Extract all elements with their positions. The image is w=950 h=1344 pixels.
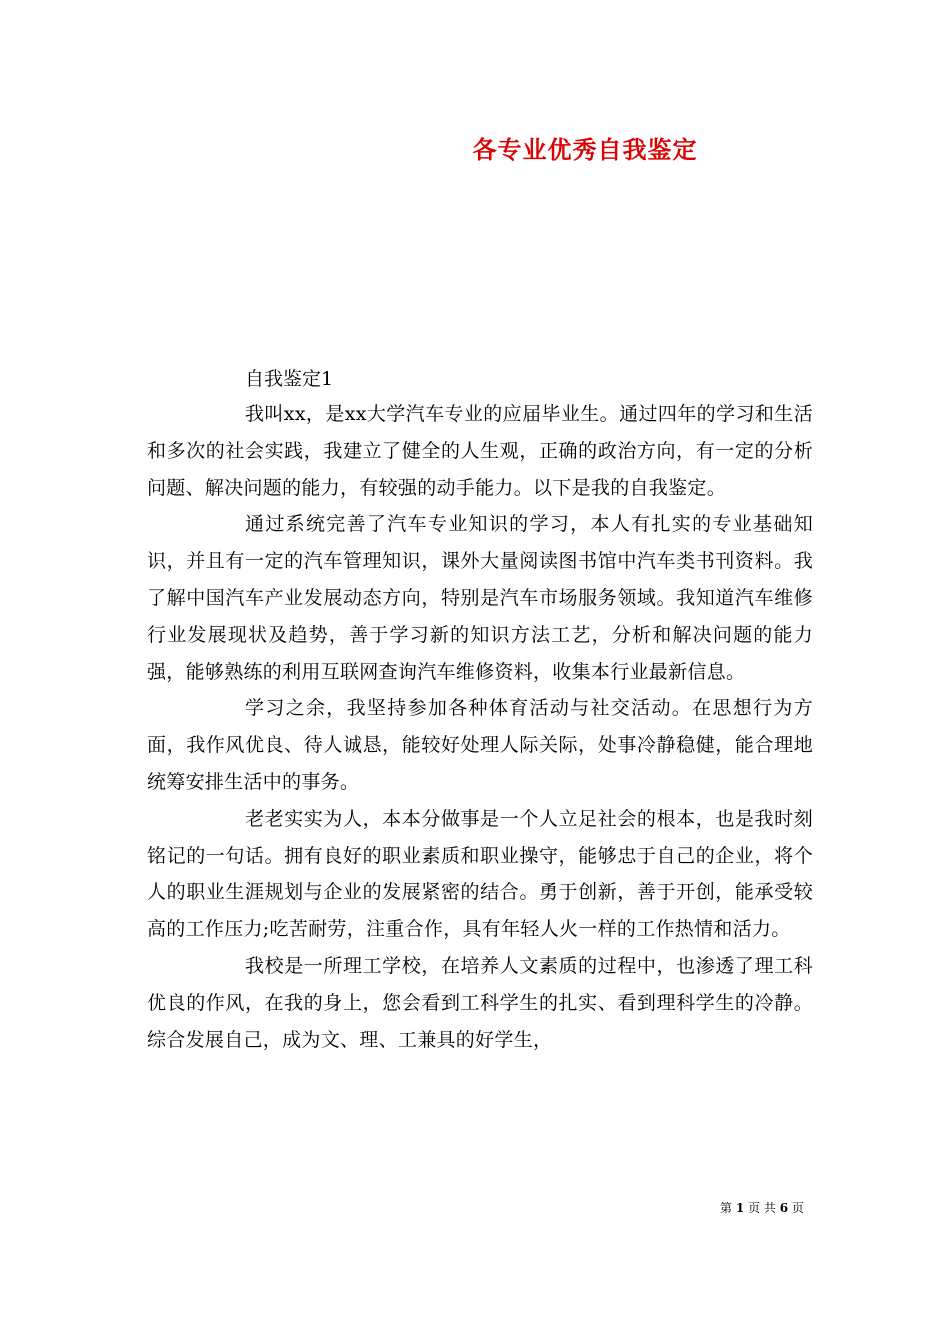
paragraph: 我叫xx，是xx大学汽车专业的应届毕业生。通过四年的学习和生活和多次的社会实践，我建立了健全的人生观，正确的政治方向，有一定的分析问题、解决问题的能力，有较强的动手能力。以下是我的自我鉴定。 xyxy=(147,403,813,499)
footer-middle: 页 共 xyxy=(748,1201,776,1215)
document-title: 各专业优秀自我鉴定 xyxy=(472,135,698,164)
footer-prefix: 第 xyxy=(720,1201,733,1215)
current-page-number: 1 xyxy=(735,1201,745,1215)
document-body xyxy=(147,396,813,1058)
page-footer xyxy=(720,1198,804,1218)
paragraph: 学习之余，我坚持参加各种体育活动与社交活动。在思想行为方面，我作风优良、待人诚恳，能较好处理人际关际，处事冷静稳健，能合理地统筹安排生活中的事务。 xyxy=(147,697,813,793)
footer-suffix: 页 xyxy=(791,1201,804,1215)
paragraph: 我校是一所理工学校，在培养人文素质的过程中，也渗透了理工科优良的作风，在我的身上，您会看到工科学生的扎实、看到理科学生的冷静。综合发展自己，成为文、理、工兼具的好学生， xyxy=(147,954,813,1051)
paragraph: 老老实实为人，本本分做事是一个人立足社会的根本，也是我时刻铭记的一句话。拥有良好的职业素质和职业操守，能够忠于自己的企业，将个人的职业生涯规划与企业的发展紧密的结合。勇于创新，善于开创，能承受较高的工作压力;吃苦耐劳，注重合作，具有年轻人火一样的工作热情和活力。 xyxy=(147,807,813,941)
paragraph: 通过系统完善了汽车专业知识的学习，本人有扎实的专业基础知识，并且有一定的汽车管理知识，课外大量阅读图书馆中汽车类书刊资料。我了解中国汽车产业发展动态方向，特别是汽车市场服务领域。我知道汽车维修行业发展现状及趋势，善于学习新的知识方法工艺，分析和解决问题的能力强，能够熟练的利用互联网查询汽车维修资料，收集本行业最新信息。 xyxy=(147,513,813,683)
total-pages-number: 6 xyxy=(779,1201,789,1215)
section-heading: 自我鉴定1 xyxy=(245,368,334,390)
